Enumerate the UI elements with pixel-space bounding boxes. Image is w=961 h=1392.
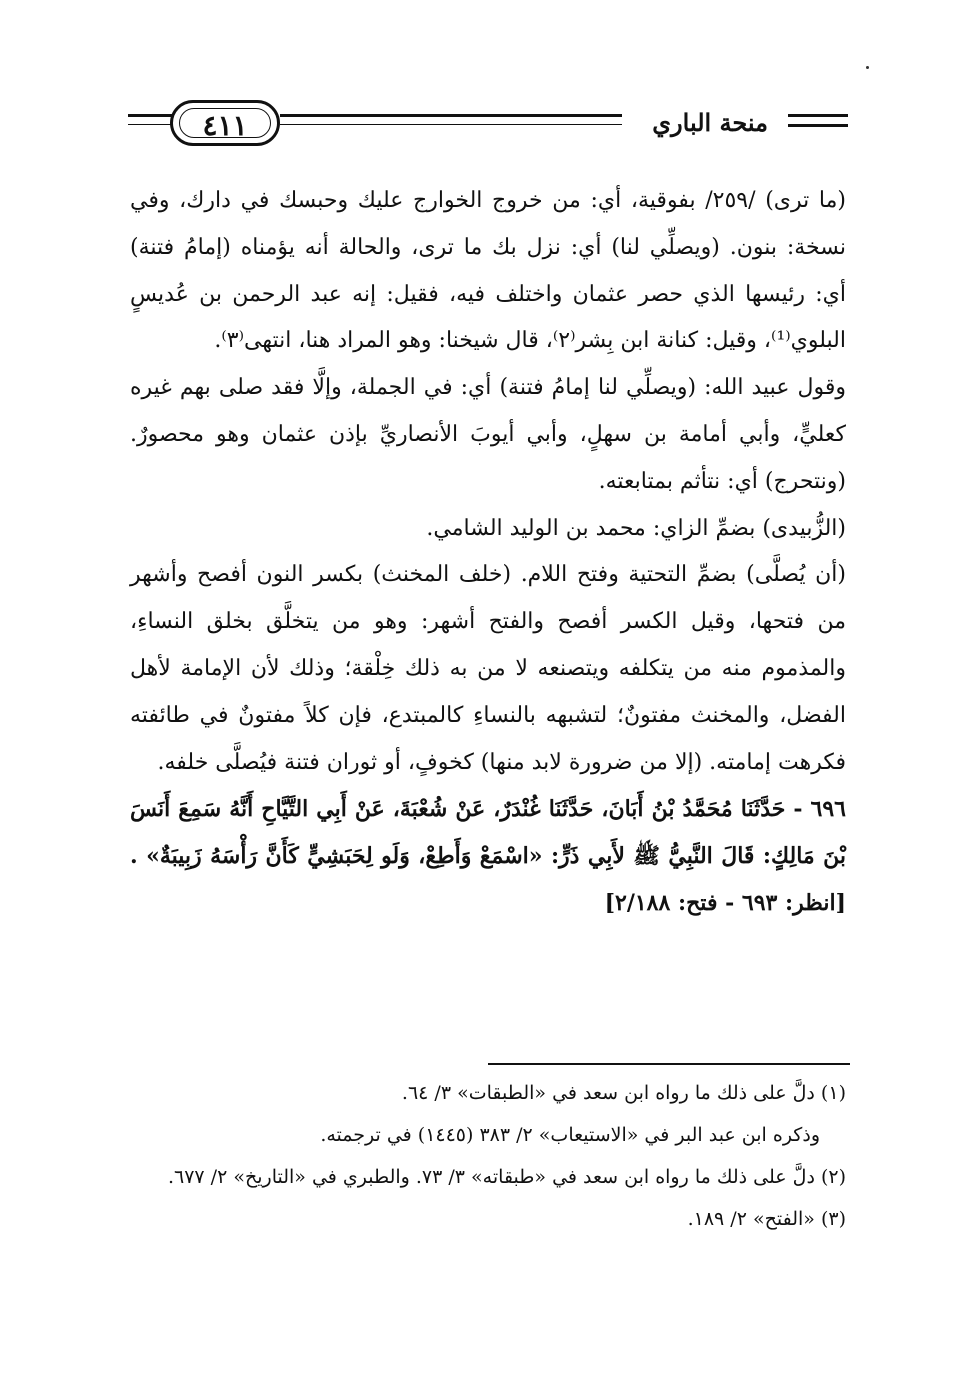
header-rule-right-bottom [788, 124, 848, 127]
page-number: ٤١١ [170, 100, 280, 146]
hadith-text: ٦٩٦ - حَدَّثَنَا مُحَمَّدُ بْنُ أَبَانَ، حَدَّثَنَا غُنْدَرٌ، عَنْ شُعْبَةَ، عَنْ أَبِي التَّيَّاحِ أَنَّهُ سَمِعَ أَنَسَ بْنَ مَالِكٍ: قَالَ النَّبِيُّ ﷺ لأَبِي ذَرٍّ: «اسْمَعْ وَأَطِعْ، وَلَو لِحَبَشِيٍّ كَأَنَّ رَأْسَهُ زَبِيبَةٌ» .[انظر: ٦٩٣ - فتح: ٢/١٨٨] [130, 796, 846, 916]
header-rule-right-top [788, 114, 848, 117]
speck-mark [866, 66, 869, 69]
footnote: (٣) «الفتح» ٢/ ١٨٩. [687, 1208, 846, 1230]
footnote-separator [488, 1063, 850, 1065]
header-rule-left-bottom [128, 124, 172, 125]
paragraph: وقول عبيد الله: (ويصلِّي لنا إمامُ فتنة) أي: في الجملة، وإلَّا فقد صلى بهم غيره كعليٍّ، وأبي أمامة بن سهلٍ، وأبي أيوبَ الأنصاريِّ بإذن عثمان وهو محصورٌ. (ونتحرج) أي: نتأثم بمتابعته. [130, 375, 846, 494]
paragraph: (أن يُصلَّى) بضمِّ التحتية وفتح اللام. (خلف المخنث) بكسر النون أفصح وأشهر من فتحها، وقيل الكسر أفصح والفتح أشهر: وهو من يتخلَّق بخلق النساءِ، والمذموم منه من يتكلفه ويتصنعه لا من به ذلك خِلْقة؛ وذلك لأن الإمامة لأهل الفضل، والمخنث مفتونٌ؛ لتشبهه بالنساءِ كالمبتدع، فإن كلاً مفتونٌ في طائفته فكرهت إمامته. (إلا من ضرورة لابد منها) كخوفٍ، أو ثوران فتنة فيُصلَّى خلفه. [130, 562, 846, 775]
book-title: منحة الباري [652, 108, 768, 137]
header-rule-mid-bottom [280, 124, 622, 125]
header-rule-mid-top [280, 114, 622, 117]
paragraph: (ما ترى) /٢٥٩/ بفوقية، أي: من خروج الخوارج عليك وحبسك في دارك، وفي نسخة: بنون. (ويصلِّي لنا) أي: نزل بك ما ترى، والحالة أنه يؤمناه (إمامُ فتنة) أي: رئيسها الذي حصر عثمان واختلف فيه، فقيل: إنه عبد الرحمن بن عُديسٍ البلوي⁽¹⁾، وقيل: كنانة ابن بِشر⁽٢⁾، قال شيخنا: وهو المراد هنا، انتهى⁽٣⁾. [130, 188, 846, 354]
footnote: وذكره ابن عبد البر في «الاستيعاب» ٢/ ٣٨٣ (١٤٤٥) في ترجمته. [320, 1124, 820, 1146]
footnotes [130, 1072, 846, 1240]
paragraph: (الزُّبيدى) بضمِّ الزاي: محمد بن الوليد الشامي. [426, 515, 846, 541]
footnote: (٢) دلَّ على ذلك ما رواه ابن سعد في «طبقاته» ٣/ ٧٣. والطبري في «التاريخ» ٢/ ٦٧٧. [167, 1166, 846, 1188]
footnote: (١) دلَّ على ذلك ما رواه ابن سعد في «الطبقات» ٣/ ٦٤. [401, 1082, 846, 1104]
header-rule-left-top [128, 114, 172, 117]
running-header [128, 96, 848, 156]
main-text [130, 178, 846, 927]
